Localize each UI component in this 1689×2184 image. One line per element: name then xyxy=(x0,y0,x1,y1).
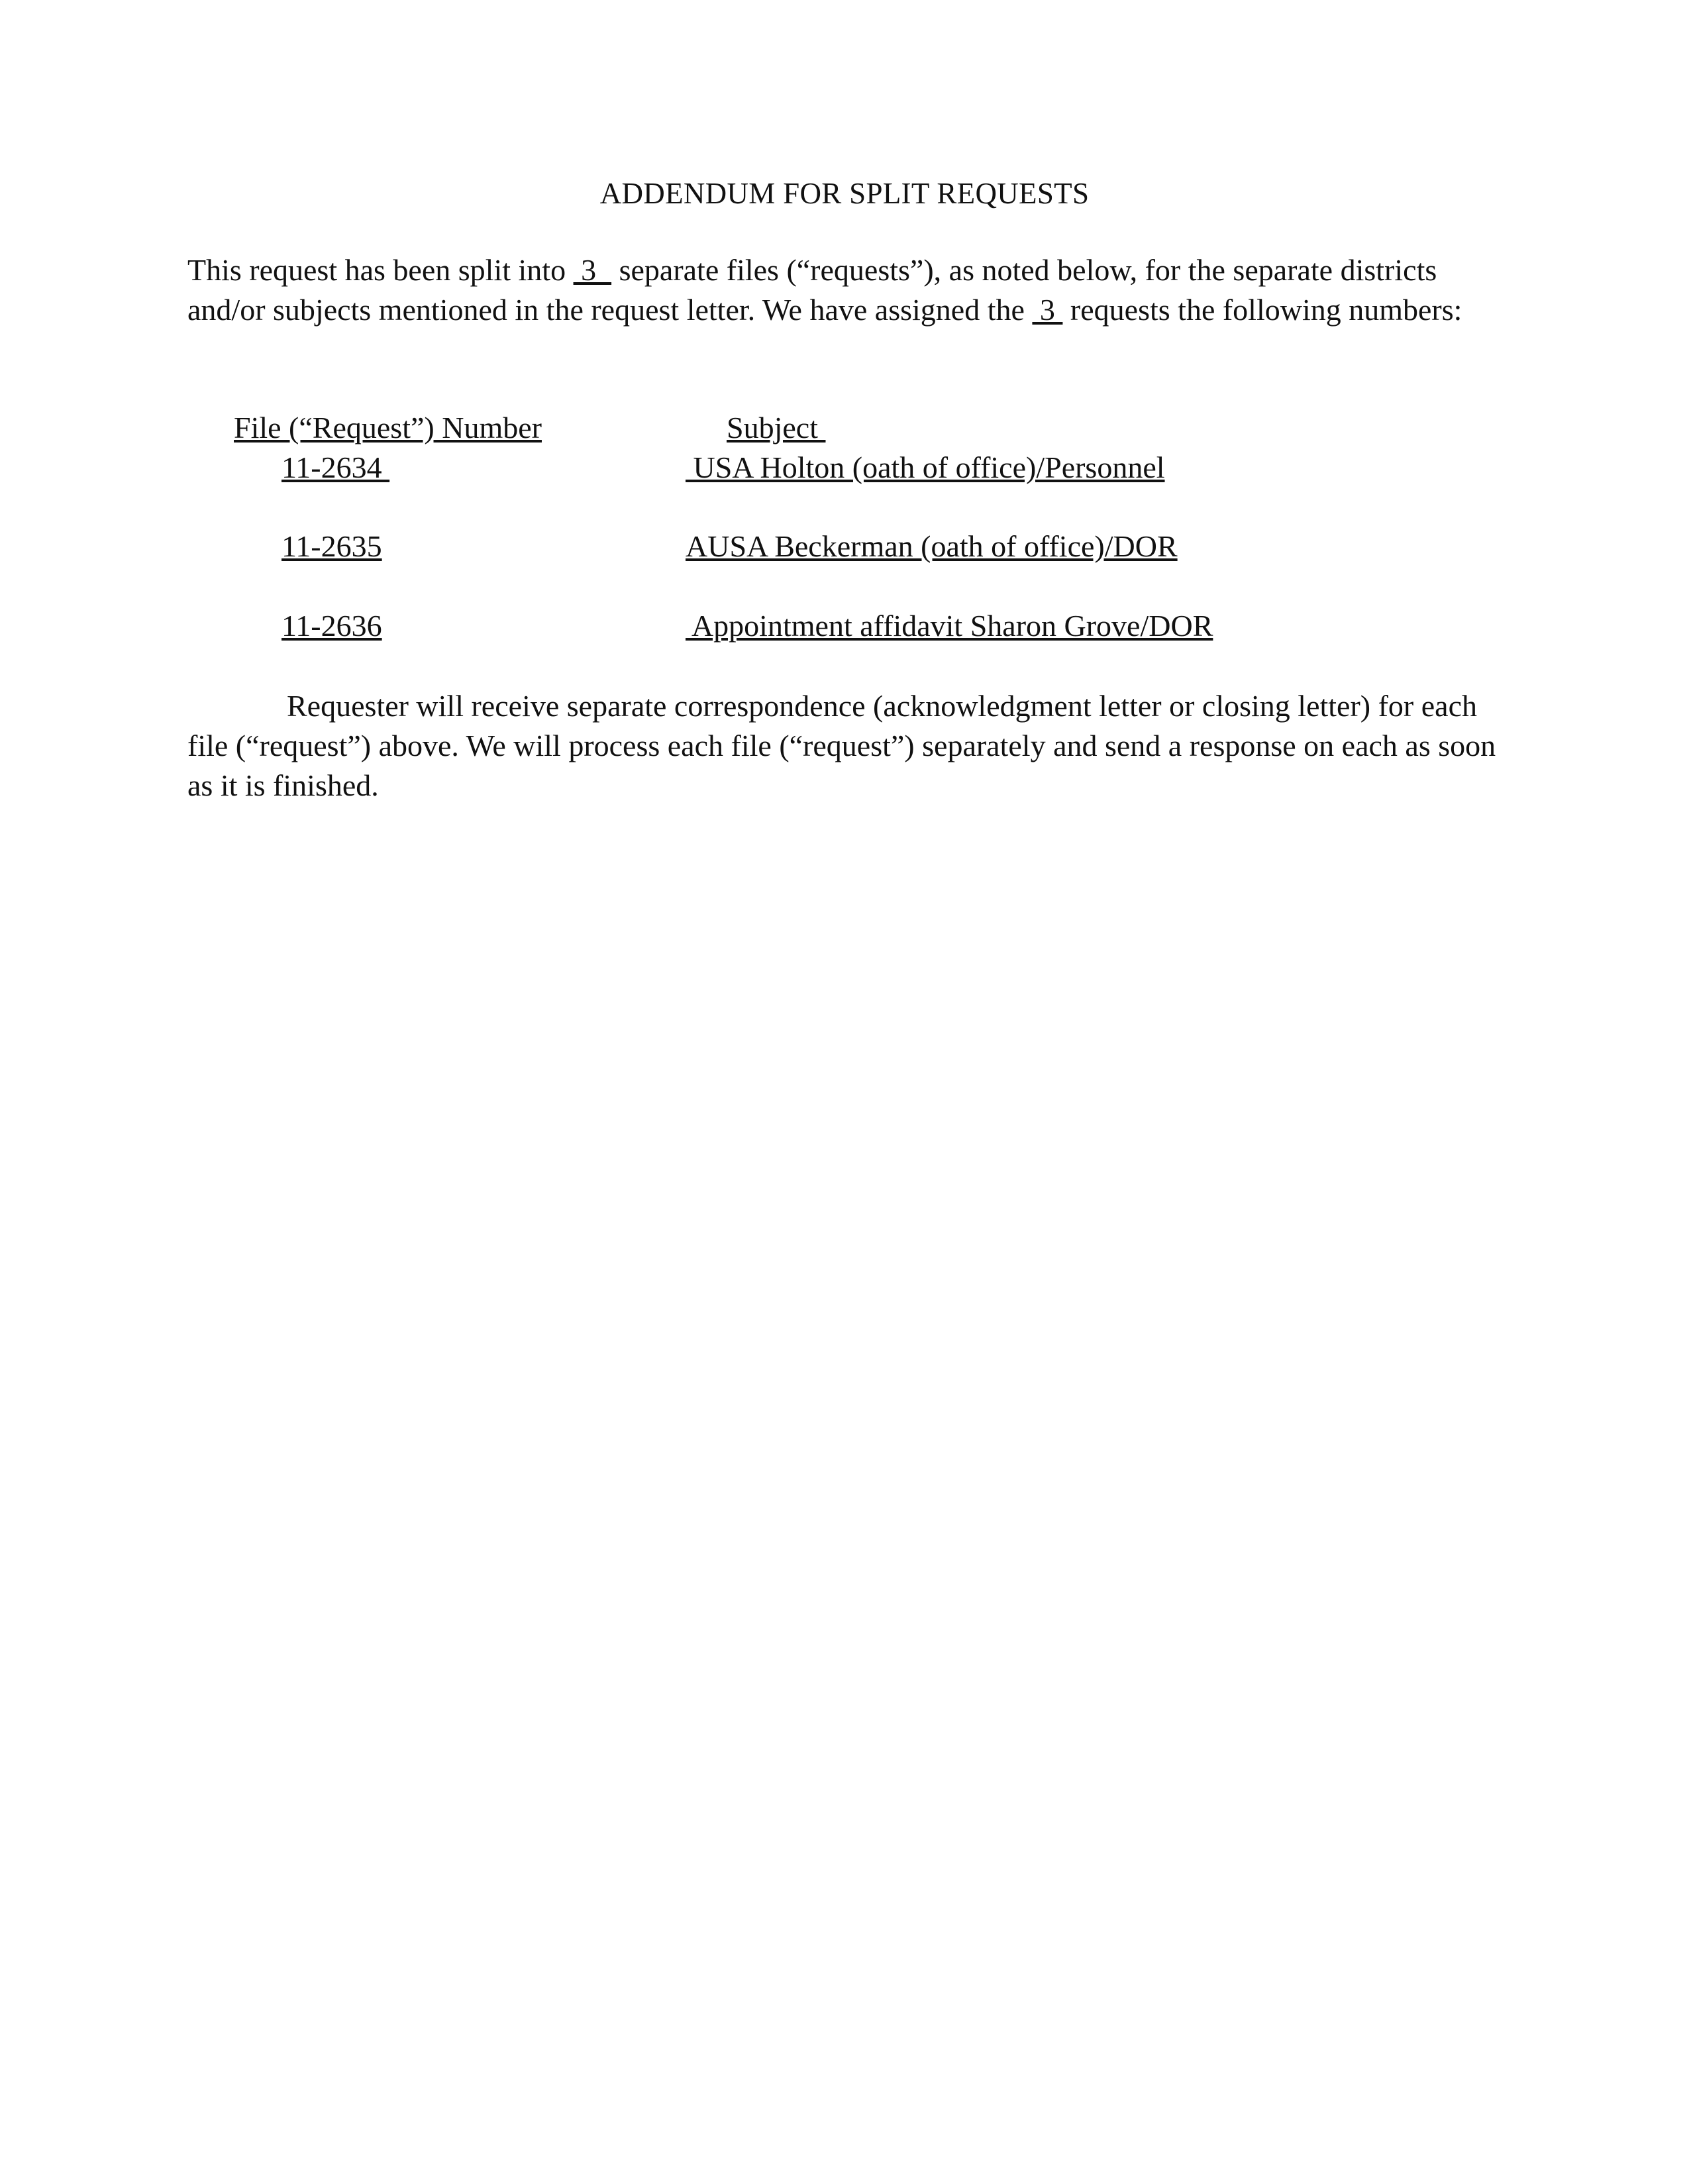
request-subject-cell: Appointment affidavit Sharon Grove/DOR xyxy=(686,609,1213,643)
subject-column-header: Subject xyxy=(727,411,826,444)
request-number-cell: 11-2634 xyxy=(282,450,390,484)
request-subject-cell: AUSA Beckerman (oath of office)/DOR xyxy=(686,529,1178,563)
intro-text-part-1: This request has been split into xyxy=(187,253,574,287)
closing-text: Requester will receive separate correspondence (acknowledgment letter or closing letter) for each file (“request”) above. We will process each file (“request”) separately and send a response on each as soon as it is finished. xyxy=(187,689,1496,802)
request-number-cell: 11-2636 xyxy=(282,609,382,643)
file-number-column-header: File (“Request”) Number xyxy=(234,411,542,444)
split-count-blank: 3 xyxy=(573,253,612,287)
intro-text-part-2: separate files (“requests”), as noted below, for the separate districts and/or subjects mentioned in the request letter. We have assigned the xyxy=(187,253,1437,327)
request-number-cell: 11-2635 xyxy=(282,529,382,563)
intro-paragraph xyxy=(187,250,1506,330)
assigned-count-blank: 3 xyxy=(1032,293,1063,327)
request-subject-cell: USA Holton (oath of office)/Personnel xyxy=(686,450,1165,484)
closing-paragraph xyxy=(187,686,1506,806)
intro-text-part-3: requests the following numbers: xyxy=(1062,293,1462,327)
document-title: ADDENDUM FOR SPLIT REQUESTS xyxy=(599,177,1090,210)
